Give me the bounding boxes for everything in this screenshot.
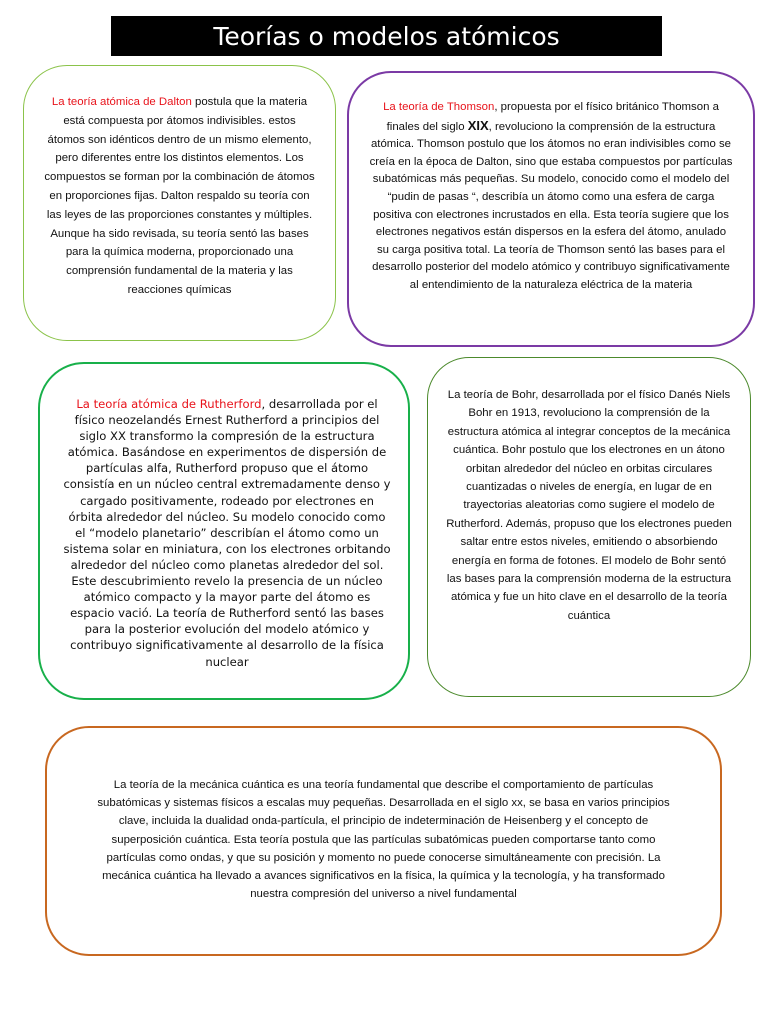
rutherford-text: , desarrollada por el físico neozelandés Ernest Rutherford a principios del siglo XX transformo la compresión de la estructura atómica. Basándose en experimentos de dispersión de partículas alfa, Rutherford propuso que el átomo consistía en un núcleo central extremadamente denso y cargado positivamente, rodeado por electrones en órbita alrededor del núcleo. Su modelo conocido como el “modelo planetario” describían el átomo como un sistema solar en miniatura, con los electrones orbitando alrededor del núcleo como planetas alrededor del sol. Este descubrimiento revelo la presencia de un núcleo atómico compacto y la mayor parte del átomo es espacio vació. La teoría de Rutherford sentó las bases para la posterior evolución del modelo atómico y contribuyo significativamente al desarrollo de la física nuclear [63,397,391,669]
quantum-card [45,726,722,956]
page-title [111,16,662,56]
thomson-text-2: , revoluciono la comprensión de la estructura atómica. Thomson postulo que los átomos no eran indivisibles como se creía en la época de Dalton, sino que estaba compuestos por partículas subatómicas más pequeñas. Su modelo, conocido como el modelo del “pudin de pasas “, describía un átomo como una esfera de carga positiva con electrones incrustados en ella. Esta teoría sugiere que los electrones negativos están dispersos en la esfera del átomo, anulado su carga positiva total. La teoría de Thomson sentó las bases para el desarrollo posterior del modelo atómico y contribuyo significativamente al entendimiento de la naturaleza eléctrica de la materia [369,120,733,291]
bohr-card [427,357,751,697]
rutherford-highlight: La teoría atómica de Rutherford [76,397,262,411]
page-title-text: Teorías o modelos atómicos [213,21,560,51]
thomson-text-1: , propuesta por el físico británico Thomson a finales del siglo [386,101,719,133]
rutherford-paragraph [62,396,392,670]
thomson-highlight: La teoría de Thomson [383,101,495,113]
dalton-text: postula que la materia está compuesta por átomos indivisibles. estos átomos son idénticos dentro de un mismo elemento, pero diferentes entre los distintos elementos. Los compuestos se forman por la combinación de átomos en proporciones fijas. Dalton respaldo su teoría con las leyes de las proporciones constantes y múltiples. Aunque ha sido revisada, su teoría sentó las bases para la química moderna, proporcionado una comprensión fundamental de la materia y las reacciones químicas [44,96,315,296]
dalton-highlight: La teoría atómica de Dalton [51,96,192,108]
thomson-paragraph [369,99,733,295]
bohr-text: La teoría de Bohr, desarrollada por el físico Danés Niels Bohr en 1913, revoluciono la comprensión de la estructura atómica al integrar conceptos de la mecánica cuántica. Bohr postulo que los electrones en un átono orbitan alrededor del núcleo en orbitas circulares cuantizadas o niveles de energía, en lugar de en trayectorias aleatorias como sugiere el modelo de Rutherford. Además, propuso que los electrones pueden saltar entre estos niveles, emitiendo o absorbiendo energía en forma de fotones. El modelo de Bohr sentó las bases para la comprensión moderna de la estructura atómica y fue un hito clave en el desarrollo de la teoría cuántica [446,389,732,622]
thomson-century: XIX [467,117,489,133]
rutherford-card [38,362,410,700]
thomson-card [347,71,755,347]
dalton-card [23,65,336,341]
dalton-paragraph [44,93,315,300]
quantum-text: La teoría de la mecánica cuántica es una teoría fundamental que describe el comportamiento de partículas subatómicas y sistemas físicos a escalas muy pequeñas. Desarrollada en el siglo xx, se basa en varios principios clave, incluida la dualidad onda-partícula, el principio de indeterminación de Heisenberg y el concepto de superposición cuántica. Esta teoría postula que las partículas subatómicas pueden comportarse tanto como partículas como ondas, y que su posición y momento no puede conocerse simultáneamente con precisión. La mecánica cuántica ha llevado a avances significativos en la física, la química y la tecnología, y ha transformado nuestra compresión del universo a nivel fundamental [97,779,670,901]
